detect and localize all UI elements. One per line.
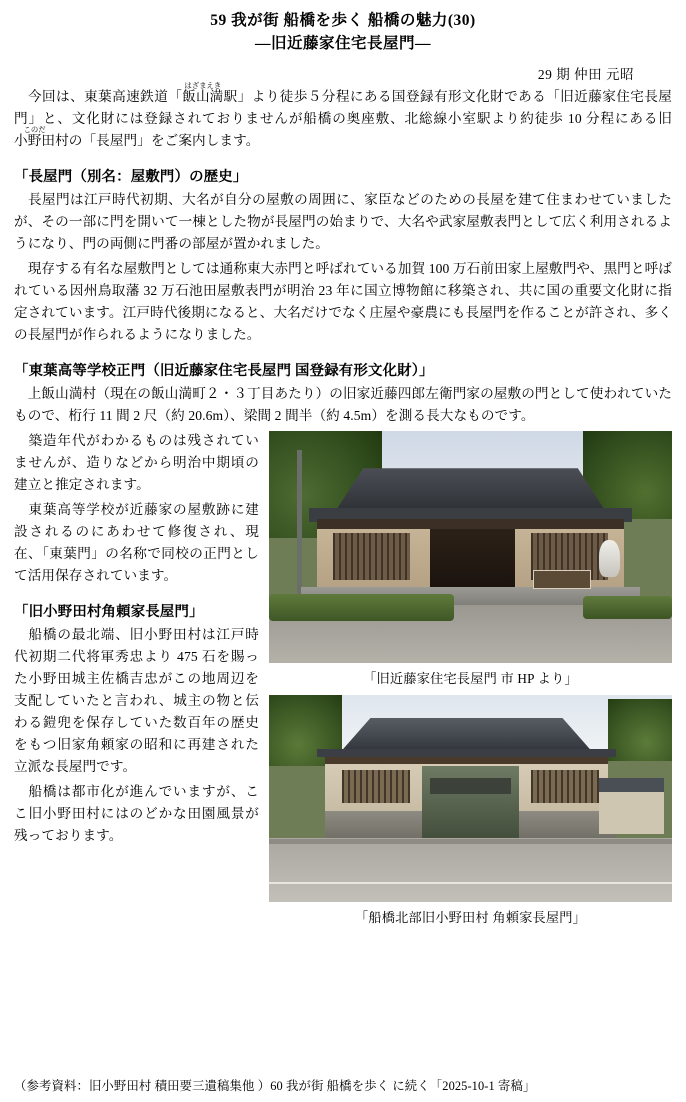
photo1-hedge-left xyxy=(269,594,454,622)
section-3-heading: 「旧小野田村角頼家長屋門」 xyxy=(14,604,204,621)
figure-2-caption: 「船橋北部旧小野田村 角頼家長屋門」 xyxy=(354,910,587,926)
photo1-pole xyxy=(297,450,302,594)
photo2-roof-edge xyxy=(317,749,615,757)
photo1-sign xyxy=(533,570,591,588)
photo-kondo-gate xyxy=(269,431,672,663)
section-2-heading: 「東葉高等学校正門（旧近藤家住宅長屋門 国登録有形文化財）」 xyxy=(14,363,434,380)
figure-2 xyxy=(269,695,672,926)
figure-1 xyxy=(269,431,672,687)
photo1-door xyxy=(430,529,515,589)
photo2-road xyxy=(269,838,672,902)
photo2-side-wall xyxy=(599,792,663,833)
section-2-paragraph-3: 東葉高等学校が近藤家の屋敷跡に建設されるのにあわせて修復され、現在、「東葉門」の名称で同校の正門として活用保存されています。 xyxy=(14,502,259,584)
photo2-curb xyxy=(269,839,672,844)
photo2-road-line xyxy=(269,882,672,884)
photo2-base-left xyxy=(325,811,422,840)
photo2-inner-roof xyxy=(430,778,511,795)
figure-1-caption: 「旧近藤家住宅長屋門 市 HP より」 xyxy=(363,671,578,687)
section-2-paragraph-1: 上飯山満村（現在の飯山満町２・３丁目あたり）の旧家近藤四郎左衛門家の屋敷の門として使われていたもので、桁行 11 間 2 尺（約 20.6m）、梁間 2 間半（約 4.5m）を測る長大なものです。 xyxy=(14,386,672,424)
photo-kakurai-gate xyxy=(269,695,672,902)
ruby-hazamaeki: 飯山満 はざまえき xyxy=(182,80,224,104)
section-1-paragraph-1: 長屋門は江戸時代初期、大名が自分の屋敷の周囲に、家臣などのための長屋を建て住まわせていましたが、その一部に門を開いて一棟とした物が長屋門の始まりで、大名や武家屋敷表門として広く利用されるようになり、門の両側に門番の部屋が置かれました。 xyxy=(14,191,672,252)
page-subtitle: —旧近藤家住宅長屋門— xyxy=(254,35,431,53)
ruby-konoda: 小野田 このだ xyxy=(14,124,56,148)
section-1-paragraph-2: 現存する有名な屋敷門としては通称東大赤門と呼ばれている加賀 100 万石前田家上屋敷門や、黒門と呼ばれている因州鳥取藩 32 万石池田屋敷表門が明治 23 年に国立博物館に移築され、共に国の重要文化財に指定されています。江戸時代後期になると、大名だけでなく庄屋や豪農にも長屋門を作ることが許され、多くの長屋門が作られるようになりました。 xyxy=(14,261,672,343)
section-3-paragraph-1: 船橋の最北端、旧小野田村は江戸時代初期二代将軍秀忠より 475 石を賜った小野田城主佐橋吉忠がこの地周辺を支配していたと言われ、城主の物と伝わる鎧兜を保存していた数百年の歴史をもつ旧家角頼家の昭和に再建された立派な長屋門です。 xyxy=(14,627,259,775)
photo1-stone xyxy=(599,540,619,577)
photo2-lattice-right xyxy=(531,770,600,803)
footer-note: （参考資料：旧小野田村 積田要三遺稿集他 ）60 我が街 船橋を歩く に続く「2025-10-1 寄稿」 xyxy=(14,1079,536,1093)
section-1-heading: 「長屋門（別名：屋敷門）の歴史」 xyxy=(14,168,248,185)
photo2-roof xyxy=(325,718,607,753)
photo1-lattice-left xyxy=(333,533,410,579)
page-title: 59 我が街 船橋を歩く 船橋の魅力(30) xyxy=(210,12,476,29)
intro-text-part1: 今回は、東葉高速鉄道「飯山満 はざまえき 駅」より徒歩５分程にある国登録有形文化財である「旧近藤家住宅長屋門」と、文化財には登録されておりませんが船橋の奥座敷、北総線小室駅より約徒歩 10 分程にある旧小野田 このだ 村の「長屋門」をご案内します。 xyxy=(14,80,672,148)
photo2-beam xyxy=(325,757,607,764)
section-3-paragraph-2: 船橋は都市化が進んでいますが、ここ旧小野田村にはのどかな田園風景が残っております。 xyxy=(14,784,259,844)
photo2-tree-right xyxy=(608,699,672,761)
byline: 29 期 仲田 元昭 xyxy=(537,66,634,82)
photo2-lattice-left xyxy=(342,770,411,803)
photo1-hedge-right xyxy=(583,596,672,619)
photo2-gate-opening xyxy=(422,766,519,841)
intro-paragraph xyxy=(14,80,672,152)
section-2-paragraph-2: 築造年代がわかるものは残されていませんが、造りなどから明治中期頃の建立と推定されます。 xyxy=(14,433,259,493)
photo1-beam xyxy=(317,519,623,528)
